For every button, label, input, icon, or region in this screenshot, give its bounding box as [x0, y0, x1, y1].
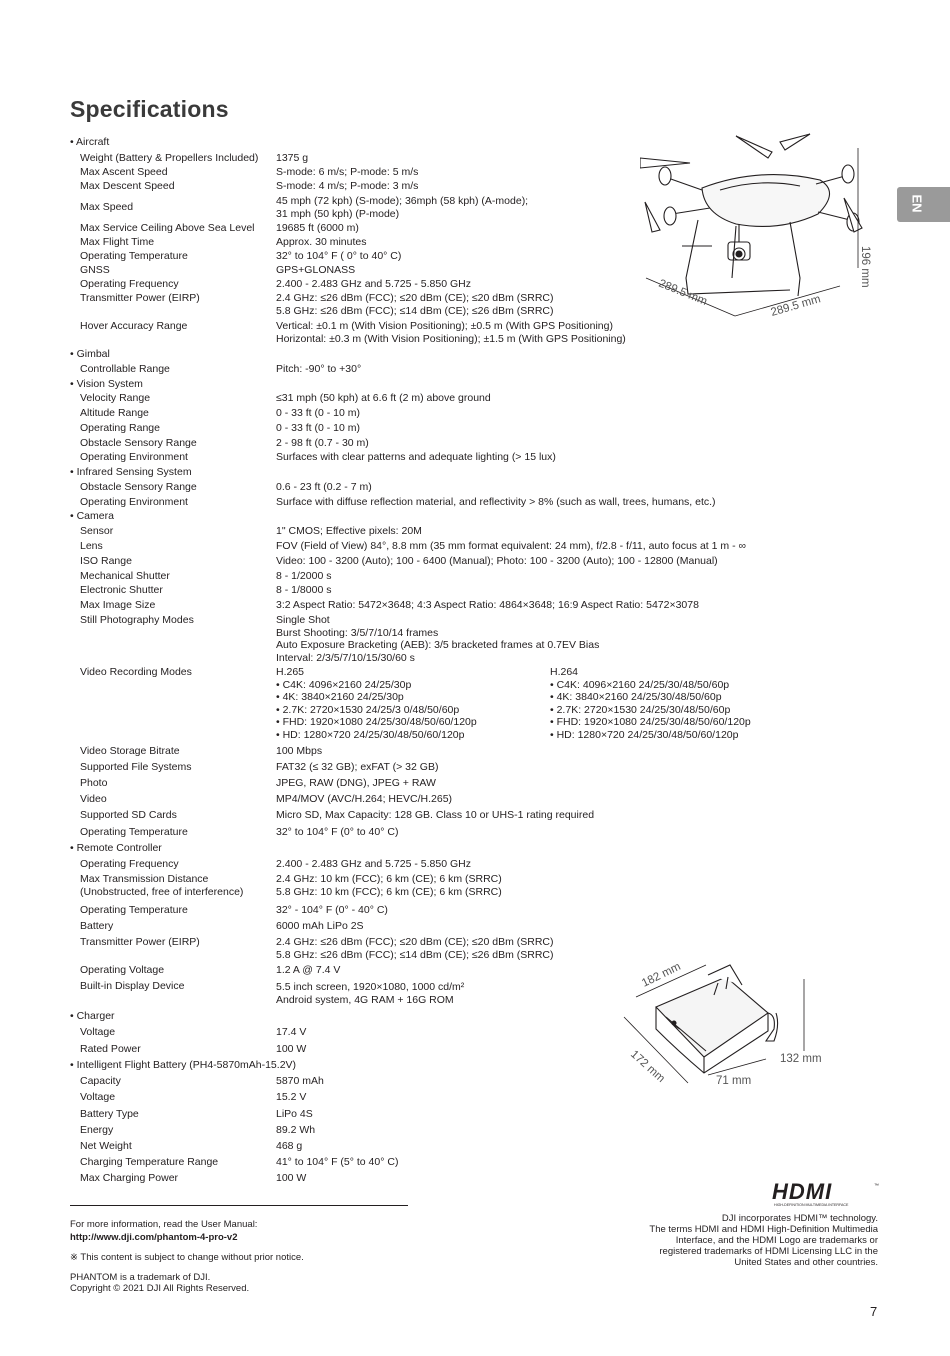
spec-value: Pitch: -90° to +30°: [276, 363, 362, 375]
spec-value: S-mode: 4 m/s; P-mode: 3 m/s: [276, 180, 419, 192]
hdmi-logo-text: HDMI: [772, 1180, 833, 1204]
video-mode: • FHD: 1920×1080 24/25/30/48/50/60/120p: [276, 716, 477, 728]
spec-label: Net Weight: [80, 1140, 132, 1152]
spec-label: Still Photography Modes: [80, 614, 194, 626]
spec-value: 5870 mAh: [276, 1075, 324, 1087]
spec-value: Surface with diffuse reflection material, and reflectivity > 8% (such as wall, trees, humans, etc.): [276, 496, 716, 508]
drone-illustration: [640, 128, 885, 328]
rc-length-label: 182 mm: [640, 960, 683, 990]
spec-value: 0 - 33 ft (0 - 10 m): [276, 422, 361, 434]
copyright: Copyright © 2021 DJI All Rights Reserved.: [70, 1283, 250, 1294]
video-mode: • HD: 1280×720 24/25/30/48/50/60/120p: [550, 728, 739, 741]
spec-label: Operating Range: [80, 422, 160, 434]
spec-label: Max Charging Power: [80, 1172, 179, 1184]
spec-value: 31 mph (50 kph) (P-mode): [276, 207, 400, 220]
charger-heading: • Charger: [70, 1010, 115, 1022]
spec-value: 5.5 inch screen, 1920×1080, 1000 cd/m²: [276, 981, 465, 993]
spec-label: ISO Range: [80, 555, 132, 567]
spec-label: Altitude Range: [80, 407, 149, 419]
drone-height-label: 196 mm: [859, 246, 871, 288]
video-mode: • 4K: 3840×2160 24/25/30p: [276, 691, 404, 703]
spec-label: Max Transmission Distance: [80, 873, 209, 885]
spec-value: JPEG, RAW (DNG), JPEG + RAW: [276, 777, 436, 789]
spec-value: 2.400 - 2.483 GHz and 5.725 - 5.850 GHz: [276, 278, 471, 290]
spec-label: Battery: [80, 920, 114, 932]
rc-depth-label: 71 mm: [716, 1075, 752, 1087]
spec-label: Operating Environment: [80, 496, 188, 508]
spec-value: Burst Shooting: 3/5/7/10/14 frames: [276, 626, 439, 639]
video-mode: • 4K: 3840×2160 24/25/30/48/50/60p: [550, 691, 722, 703]
video-mode: H.265: [276, 666, 305, 678]
spec-label: GNSS: [80, 264, 110, 276]
spec-value: 0.6 - 23 ft (0.2 - 7 m): [276, 481, 372, 493]
spec-label: Max Flight Time: [80, 236, 155, 248]
h265-modes-list: [276, 666, 477, 741]
spec-label: Operating Temperature: [80, 826, 188, 838]
spec-label: Photo: [80, 777, 108, 789]
spec-value: 5.8 GHz: ≤26 dBm (FCC); ≤14 dBm (CE); ≤26 dBm (SRRC): [276, 948, 554, 961]
remote-heading: • Remote Controller: [70, 842, 162, 854]
spec-value: 2.4 GHz: 10 km (FCC); 6 km (CE); 6 km (SRRC): [276, 873, 502, 885]
spec-value: 100 Mbps: [276, 745, 323, 757]
spec-label: Electronic Shutter: [80, 584, 163, 596]
spec-value: FAT32 (≤ 32 GB); exFAT (> 32 GB): [276, 761, 439, 773]
spec-value: Approx. 30 minutes: [276, 236, 367, 248]
spec-label: Video Storage Bitrate: [80, 745, 180, 757]
spec-label: Transmitter Power (EIRP): [80, 292, 200, 304]
spec-value: Single Shot: [276, 614, 330, 626]
footer-more-info: For more information, read the User Manual:: [70, 1219, 258, 1230]
spec-label: Sensor: [80, 525, 114, 537]
hdmi-line: United States and other countries.: [734, 1257, 878, 1268]
spec-label: Max Descent Speed: [80, 180, 175, 192]
spec-value: Micro SD, Max Capacity: 128 GB. Class 10 or UHS-1 rating required: [276, 809, 595, 821]
svg-text:™: ™: [874, 1183, 879, 1189]
spec-value: 100 W: [276, 1043, 307, 1055]
spec-value: Video: 100 - 3200 (Auto); 100 - 6400 (Manual); Photo: 100 - 3200 (Auto); 100 - 12800 (Manual): [276, 555, 718, 567]
spec-value: 2 - 98 ft (0.7 - 30 m): [276, 437, 369, 449]
spec-value: 468 g: [276, 1140, 303, 1152]
spec-value: 2.400 - 2.483 GHz and 5.725 - 5.850 GHz: [276, 858, 471, 870]
drone-width-label: 289.5 mm: [769, 293, 822, 319]
spec-label: Capacity: [80, 1075, 121, 1087]
spec-label: Operating Temperature: [80, 250, 188, 262]
spec-label: Video Recording Modes: [80, 666, 192, 678]
spec-label: Max Service Ceiling Above Sea Level: [80, 222, 255, 234]
spec-value: 5.8 GHz: 10 km (FCC); 6 km (CE); 6 km (SRRC): [276, 885, 502, 898]
spec-value: Android system, 4G RAM + 16G ROM: [276, 993, 454, 1006]
spec-value: 8 - 1/2000 s: [276, 570, 332, 582]
rc-height-label: 132 mm: [780, 1053, 822, 1065]
remote-controller-illustration: [618, 955, 843, 1090]
spec-label: Operating Frequency: [80, 858, 179, 870]
spec-label: Obstacle Sensory Range: [80, 481, 197, 493]
spec-label: Operating Frequency: [80, 278, 179, 290]
spec-value: 1375 g: [276, 152, 309, 164]
spec-label: Controllable Range: [80, 363, 170, 375]
gimbal-heading: • Gimbal: [70, 348, 110, 360]
spec-label: Operating Environment: [80, 451, 188, 463]
vision-heading: • Vision System: [70, 378, 143, 390]
spec-label: Weight (Battery & Propellers Included): [80, 152, 259, 164]
hdmi-line: registered trademarks of HDMI Licensing LLC in the: [659, 1246, 878, 1257]
hdmi-logo: [770, 1180, 880, 1208]
spec-label: Built-in Display Device: [80, 980, 185, 992]
spec-label: Battery Type: [80, 1108, 139, 1120]
spec-value: GPS+GLONASS: [276, 264, 356, 276]
spec-value: 19685 ft (6000 m): [276, 222, 359, 234]
spec-label: Video: [80, 793, 107, 805]
spec-label: Supported SD Cards: [80, 809, 177, 821]
spec-value: 3:2 Aspect Ratio: 5472×3648; 4:3 Aspect Ratio: 4864×3648; 16:9 Aspect Ratio: 5472×3078: [276, 599, 699, 611]
spec-value: FOV (Field of View) 84°, 8.8 mm (35 mm format equivalent: 24 mm), f/2.8 - f/11, auto focus at 1 m - ∞: [276, 540, 746, 552]
spec-value: ≤31 mph (50 kph) at 6.6 ft (2 m) above ground: [276, 392, 491, 404]
spec-label: Operating Temperature: [80, 904, 188, 916]
spec-label: Energy: [80, 1124, 114, 1136]
video-mode: • HD: 1280×720 24/25/30/48/50/60/120p: [276, 728, 465, 741]
battery-heading: • Intelligent Flight Battery (PH4-5870mAh-15.2V): [70, 1059, 297, 1071]
video-mode: • 2.7K: 2720×1530 24/25/30/48/50/60p: [550, 703, 731, 716]
spec-label: Voltage: [80, 1091, 116, 1103]
spec-value: Auto Exposure Bracketing (AEB): 3/5 bracketed frames at 0.7EV Bias: [276, 639, 600, 651]
spec-label: Hover Accuracy Range: [80, 320, 188, 332]
hdmi-logo-subtext: HIGH-DEFINITION MULTIMEDIA INTERFACE: [774, 1203, 849, 1207]
spec-value: 8 - 1/8000 s: [276, 584, 332, 596]
spec-value: 89.2 Wh: [276, 1124, 316, 1136]
spec-value: 100 W: [276, 1172, 307, 1184]
spec-label: Operating Voltage: [80, 964, 165, 976]
spec-value: 6000 mAh LiPo 2S: [276, 920, 364, 932]
spec-value: 1.2 A @ 7.4 V: [276, 964, 341, 976]
trademark-note: PHANTOM is a trademark of DJI.: [70, 1272, 211, 1283]
spec-value: 1" CMOS; Effective pixels: 20M: [276, 525, 422, 537]
spec-label: Velocity Range: [80, 392, 151, 404]
camera-heading: • Camera: [70, 510, 114, 522]
spec-label: Max Image Size: [80, 599, 156, 611]
h264-modes-list: [550, 666, 751, 741]
spec-value: 41° to 104° F (5° to 40° C): [276, 1156, 399, 1168]
language-tab-label: EN: [909, 194, 925, 213]
spec-value: 32° to 104° F ( 0° to 40° C): [276, 250, 402, 262]
spec-value: S-mode: 6 m/s; P-mode: 5 m/s: [276, 166, 419, 178]
spec-value: MP4/MOV (AVC/H.264; HEVC/H.265): [276, 793, 453, 805]
aircraft-heading: • Aircraft: [70, 136, 110, 148]
rc-width-label: 172 mm: [627, 1048, 667, 1086]
change-notice: ※ This content is subject to change without prior notice.: [70, 1252, 304, 1263]
manual-link[interactable]: http://www.dji.com/phantom-4-pro-v2: [70, 1232, 238, 1243]
spec-value: Horizontal: ±0.3 m (With Vision Positioning); ±1.5 m (With GPS Positioning): [276, 332, 626, 345]
spec-value: 2.4 GHz: ≤26 dBm (FCC); ≤20 dBm (CE); ≤20 dBm (SRRC): [276, 936, 554, 948]
spec-label: Rated Power: [80, 1043, 141, 1055]
spec-label: (Unobstructed, free of interference): [80, 885, 244, 898]
spec-value: Interval: 2/3/5/7/10/15/30/60 s: [276, 651, 415, 664]
spec-label: Lens: [80, 540, 103, 552]
spec-value: 15.2 V: [276, 1091, 307, 1103]
spec-label: Max Ascent Speed: [80, 166, 168, 178]
video-mode: H.264: [550, 666, 579, 678]
spec-label: Max Speed: [80, 201, 134, 213]
spec-value: 32° - 104° F (0° - 40° C): [276, 904, 388, 916]
spec-label: Voltage: [80, 1026, 116, 1038]
spec-label: Transmitter Power (EIRP): [80, 936, 200, 948]
spec-label: Charging Temperature Range: [80, 1156, 219, 1168]
video-mode: • C4K: 4096×2160 24/25/30p: [276, 678, 412, 691]
infrared-heading: • Infrared Sensing System: [70, 466, 192, 478]
language-tab[interactable]: [897, 187, 950, 222]
spec-label: Supported File Systems: [80, 761, 192, 773]
spec-label: Obstacle Sensory Range: [80, 437, 197, 449]
hdmi-line: Interface, and the HDMI Logo are trademarks or: [675, 1235, 878, 1246]
video-mode: • C4K: 4096×2160 24/25/30/48/50/60p: [550, 678, 730, 691]
spec-value: LiPo 4S: [276, 1108, 313, 1120]
spec-value: 2.4 GHz: ≤26 dBm (FCC); ≤20 dBm (CE); ≤20 dBm (SRRC): [276, 292, 554, 304]
hdmi-notice: [620, 1213, 878, 1268]
drone-depth-label: 289.5 mm: [656, 277, 709, 308]
spec-value: Vertical: ±0.1 m (With Vision Positioning); ±0.5 m (With GPS Positioning): [276, 320, 613, 332]
video-mode: • FHD: 1920×1080 24/25/30/48/50/60/120p: [550, 716, 751, 728]
spec-value: 17.4 V: [276, 1026, 307, 1038]
spec-value: 45 mph (72 kph) (S-mode); 36mph (58 kph) (A-mode);: [276, 195, 529, 207]
footer-divider: [70, 1205, 408, 1206]
page-number: 7: [870, 1304, 878, 1319]
spec-value: 32° to 104° F (0° to 40° C): [276, 826, 399, 838]
spec-value: Surfaces with clear patterns and adequate lighting (> 15 lux): [276, 451, 556, 463]
video-mode: • 2.7K: 2720×1530 24/25/3 0/48/50/60p: [276, 703, 460, 716]
spec-value: 0 - 33 ft (0 - 10 m): [276, 407, 361, 419]
hdmi-line: The terms HDMI and HDMI High-Definition Multimedia: [649, 1224, 878, 1235]
spec-value: 5.8 GHz: ≤26 dBm (FCC); ≤14 dBm (CE); ≤26 dBm (SRRC): [276, 304, 554, 317]
hdmi-line: DJI incorporates HDMI™ technology.: [721, 1213, 878, 1224]
page-title: Specifications: [70, 96, 229, 122]
spec-label: Mechanical Shutter: [80, 570, 170, 582]
